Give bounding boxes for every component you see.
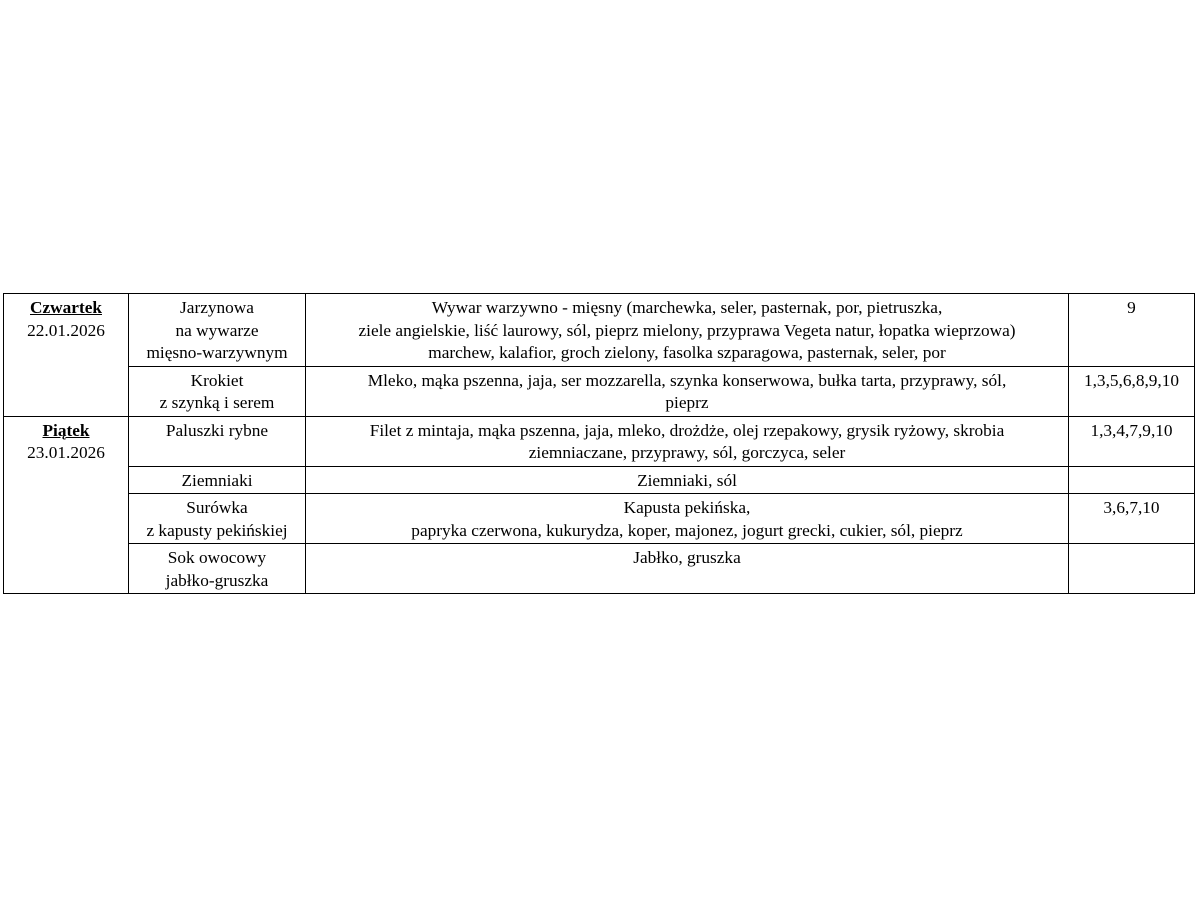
ingredients-cell — [306, 466, 1069, 494]
allergens-cell — [1069, 544, 1195, 594]
dish-name-line: Surówka — [186, 498, 248, 517]
table-row — [4, 366, 1195, 416]
ingredients-cell — [306, 294, 1069, 367]
table-row — [4, 544, 1195, 594]
dish-name-cell — [129, 416, 306, 466]
menu-table — [3, 293, 1195, 594]
allergens-cell: 1,3,5,6,8,9,10 — [1069, 366, 1195, 416]
ingredients-cell — [306, 494, 1069, 544]
dish-name-cell — [129, 544, 306, 594]
dish-name-line: Krokiet — [190, 370, 244, 390]
dish-name-line: na wywarze — [175, 320, 259, 340]
day-name: Piątek — [42, 420, 90, 440]
day-name: Czwartek — [30, 298, 102, 317]
ingredients-line: Ziemniaki, sól — [637, 470, 737, 490]
dish-name-line: z szynką i serem — [159, 393, 275, 412]
day-cell — [4, 294, 129, 417]
dish-name-line: Paluszki rybne — [165, 420, 269, 440]
table-row — [4, 494, 1195, 544]
allergens-cell: 3,6,7,10 — [1069, 494, 1195, 544]
ingredients-line: Kapusta pekińska, — [623, 498, 751, 517]
ingredients-line: ziele angielskie, liść laurowy, sól, pieprz mielony, przyprawa Vegeta natur, łopatka wieprzowa) — [358, 320, 1016, 340]
day-date: 23.01.2026 — [27, 443, 105, 462]
table-row — [4, 416, 1195, 466]
ingredients-line: Wywar warzywno - mięsny (marchewka, seler, pasternak, por, pietruszka, — [431, 298, 943, 317]
dish-name-line: z kapusty pekińskiej — [146, 520, 288, 540]
dish-name-line: mięsno-warzywnym — [146, 343, 288, 362]
ingredients-line: Jabłko, gruszka — [633, 548, 741, 567]
allergens-cell: 9 — [1069, 294, 1195, 367]
dish-name-cell — [129, 294, 306, 367]
dish-name-cell — [129, 366, 306, 416]
table-row — [4, 466, 1195, 494]
day-date: 22.01.2026 — [27, 320, 105, 340]
dish-name-cell — [129, 494, 306, 544]
dish-name-line: Ziemniaki — [181, 470, 253, 490]
ingredients-line: Mleko, mąka pszenna, jaja, ser mozzarella, szynka konserwowa, bułka tarta, przyprawy, sól, — [367, 370, 1007, 390]
ingredients-cell — [306, 366, 1069, 416]
dish-name-line: jabłko-gruszka — [165, 570, 269, 590]
ingredients-cell — [306, 416, 1069, 466]
ingredients-line: pieprz — [665, 393, 709, 412]
allergens-cell: 1,3,4,7,9,10 — [1069, 416, 1195, 466]
ingredients-line: ziemniaczane, przyprawy, sól, gorczyca, seler — [528, 443, 846, 462]
table-row — [4, 294, 1195, 367]
dish-name-line: Sok owocowy — [167, 548, 267, 567]
dish-name-line: Jarzynowa — [180, 298, 254, 317]
ingredients-cell — [306, 544, 1069, 594]
ingredients-line: marchew, kalafior, groch zielony, fasolka szparagowa, pasternak, seler, por — [428, 343, 946, 362]
allergens-cell — [1069, 466, 1195, 494]
day-cell — [4, 416, 129, 594]
ingredients-line: papryka czerwona, kukurydza, koper, majonez, jogurt grecki, cukier, sól, pieprz — [411, 520, 963, 540]
dish-name-cell — [129, 466, 306, 494]
ingredients-line: Filet z mintaja, mąka pszenna, jaja, mleko, drożdże, olej rzepakowy, grysik ryżowy, skrobia — [369, 420, 1005, 440]
